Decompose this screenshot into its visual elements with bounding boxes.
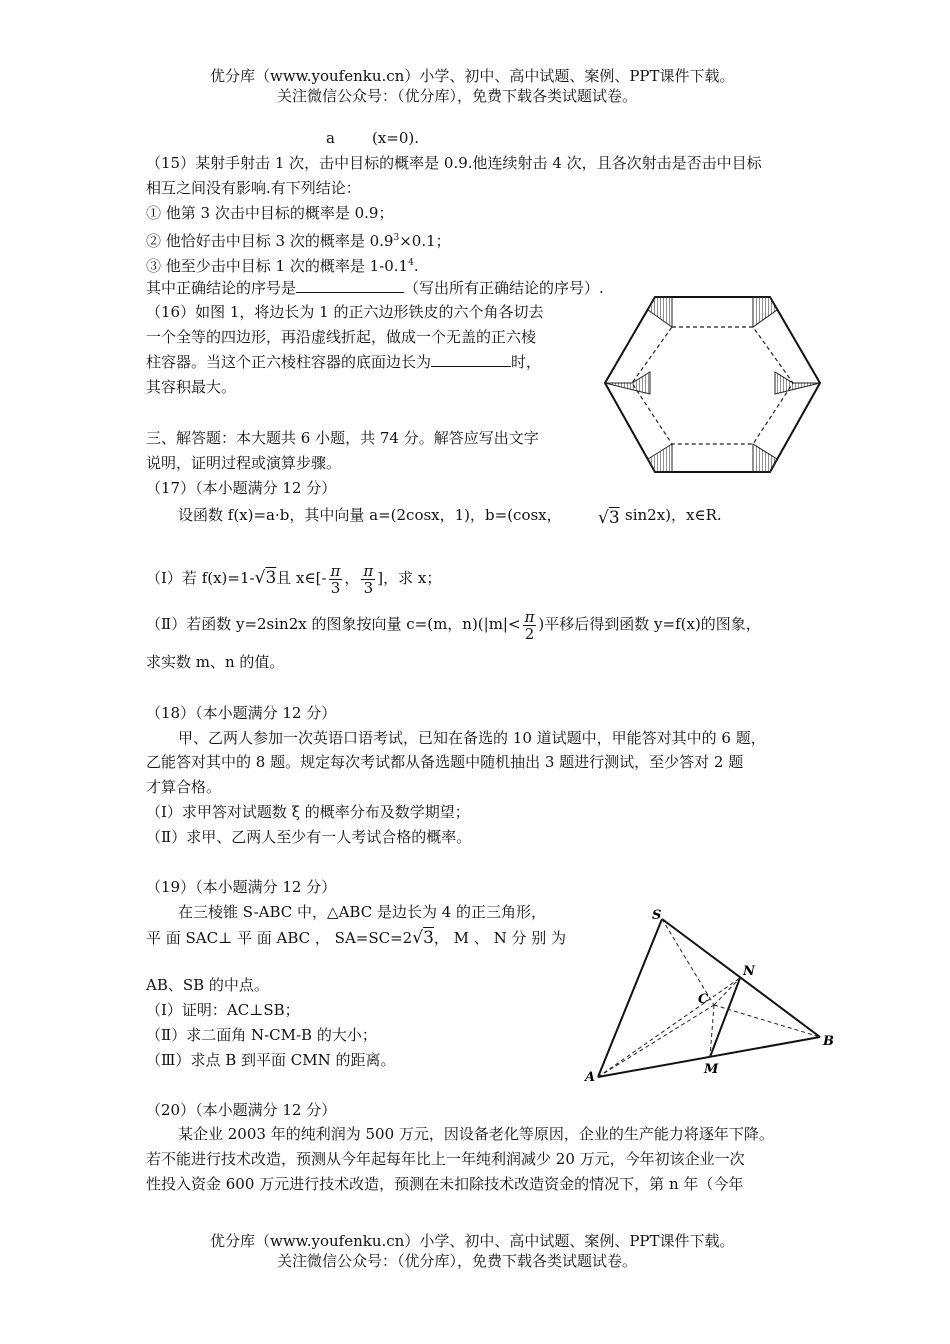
label-M: M bbox=[704, 1062, 719, 1077]
q15-choice-2: ② 他恰好击中目标 3 次的概率是 $0.9^3\times 0.1$； bbox=[146, 232, 451, 250]
q15-choice-1: ① 他第 3 次击中目标的概率是 0.9； bbox=[146, 204, 394, 222]
q19-line-1: 在三棱锥 S-ABC 中，△ABC 是边长为 4 的正三角形， bbox=[178, 903, 547, 921]
q17-def: 设函数 f(x)=a·b，其中向量 a=(2cosx，1)，b=(cosx， bbox=[178, 506, 562, 524]
q16-line-3: 柱容器。当这个正六棱柱容器的底面边长为 时， bbox=[146, 353, 542, 371]
q20-line-2: 若不能进行技术改造，预测从今年起每年比上一年纯利润减少 20 万元，今年初该企业一次 bbox=[146, 1150, 745, 1168]
q19-part-2: （Ⅱ）求二面角 N-CM-B 的大小； bbox=[146, 1026, 377, 1044]
q16-line-2: 一个全等的四边形，再沿虚线折起，做成一个无盖的正六棱 bbox=[146, 328, 537, 346]
footer-line-2: 关注微信公众号：（优分库），免费下载各类试题试卷。 bbox=[277, 1252, 638, 1270]
footer-line-1: 优分库（www.youfenku.cn）小学、初中、高中试题、案例、PPT课件下载。 bbox=[210, 1232, 735, 1250]
q17-part2: （Ⅱ）若函数 y=2sin2x 的图象按向量 c=(m，n)(|m|< $\frac{\pi}{2}$ )平移后得到函数 y=f(x)的图象， bbox=[146, 607, 761, 643]
q19-line-3: AB、SB 的中点。 bbox=[146, 976, 269, 994]
q20-line-1: 某企业 2003 年的纯利润为 500 万元，因设备老化等原因，企业的生产能力将逐年下降。 bbox=[178, 1125, 774, 1143]
q17-head: （17）（本小题满分 12 分） bbox=[146, 479, 337, 497]
q18-part-1: （Ⅰ）求甲答对试题数 ξ 的概率分布及数学期望； bbox=[146, 803, 470, 821]
q15-answer-line: 其中正确结论的序号是 （写出所有正确结论的序号）. bbox=[146, 279, 604, 297]
q20-head: （20）（本小题满分 12 分） bbox=[146, 1101, 337, 1119]
q18-head: （18）（本小题满分 12 分） bbox=[146, 704, 337, 722]
q15-line-1: （15）某射手射击 1 次，击中目标的概率是 0.9.他连续射击 4 次，且各次射击是否击中目标 bbox=[146, 154, 762, 172]
section3-line-2: 说明，证明过程或演算步骤。 bbox=[146, 454, 342, 472]
q20-line-3: 性投入资金 600 万元进行技术改造，预测在未扣除技术改造资金的情况下，第 n 年（今年 bbox=[146, 1175, 744, 1193]
q18-line-3: 才算合格。 bbox=[146, 778, 222, 796]
tetrahedron-figure bbox=[580, 905, 840, 1085]
label-N: N bbox=[743, 964, 755, 979]
label-B: B bbox=[823, 1034, 834, 1049]
q19-line-2: 平 面 SAC⊥ 平 面 ABC ， SA=SC=2√3， M 、 N 分 别 为 bbox=[146, 928, 566, 948]
header-line-2: 关注微信公众号：（优分库），免费下载各类试题试卷。 bbox=[277, 87, 638, 105]
q18-line-2: 乙能答对其中的 8 题。规定每次考试都从备选题中随机抽出 3 题进行测试，至少答对 2 题 bbox=[146, 753, 744, 771]
q17-def-b: sin2x)，x∈R. bbox=[625, 506, 722, 524]
q18-line-1: 甲、乙两人参加一次英语口语考试，已知在备选的 10 道试题中，甲能答对其中的 6 题， bbox=[178, 729, 766, 747]
q16-line-1: （16）如图 1，将边长为 1 的正六边形铁皮的六个角各切去 bbox=[146, 303, 544, 321]
header-line-1: 优分库（www.youfenku.cn）小学、初中、高中试题、案例、PPT课件下载。 bbox=[210, 67, 735, 85]
q15-line-2: 相互之间没有影响.有下列结论： bbox=[146, 179, 361, 197]
fragment-a: a bbox=[326, 129, 335, 147]
q17-part1: （Ⅰ）若 f(x)=1-√3且 x∈[- $\frac{\pi}{3}$ ， $\frac{\pi}{3}$ ]，求 x； bbox=[146, 561, 442, 597]
q17-sqrt3: √3 bbox=[598, 508, 620, 528]
q17-part2-line2: 求实数 m、n 的值。 bbox=[146, 653, 285, 671]
label-S: S bbox=[652, 908, 662, 923]
q19-part-1: （Ⅰ）证明：AC⊥SB； bbox=[146, 1001, 300, 1019]
label-C: C bbox=[698, 992, 709, 1007]
fragment-x0: (x=0). bbox=[372, 129, 420, 147]
q19-part-3: （Ⅲ）求点 B 到平面 CMN 的距离。 bbox=[146, 1051, 396, 1069]
label-A: A bbox=[585, 1070, 596, 1085]
section3-line-1: 三、解答题：本大题共 6 小题，共 74 分。解答应写出文字 bbox=[146, 429, 539, 447]
q16-line-4: 其容积最大。 bbox=[146, 378, 237, 396]
hexagon-figure bbox=[600, 292, 825, 487]
q18-part-2: （Ⅱ）求甲、乙两人至少有一人考试合格的概率。 bbox=[146, 828, 472, 846]
q15-choice-3: ③ 他至少击中目标 1 次的概率是 $1-0.1^4$. bbox=[146, 257, 419, 275]
q19-head: （19）（本小题满分 12 分） bbox=[146, 878, 337, 896]
